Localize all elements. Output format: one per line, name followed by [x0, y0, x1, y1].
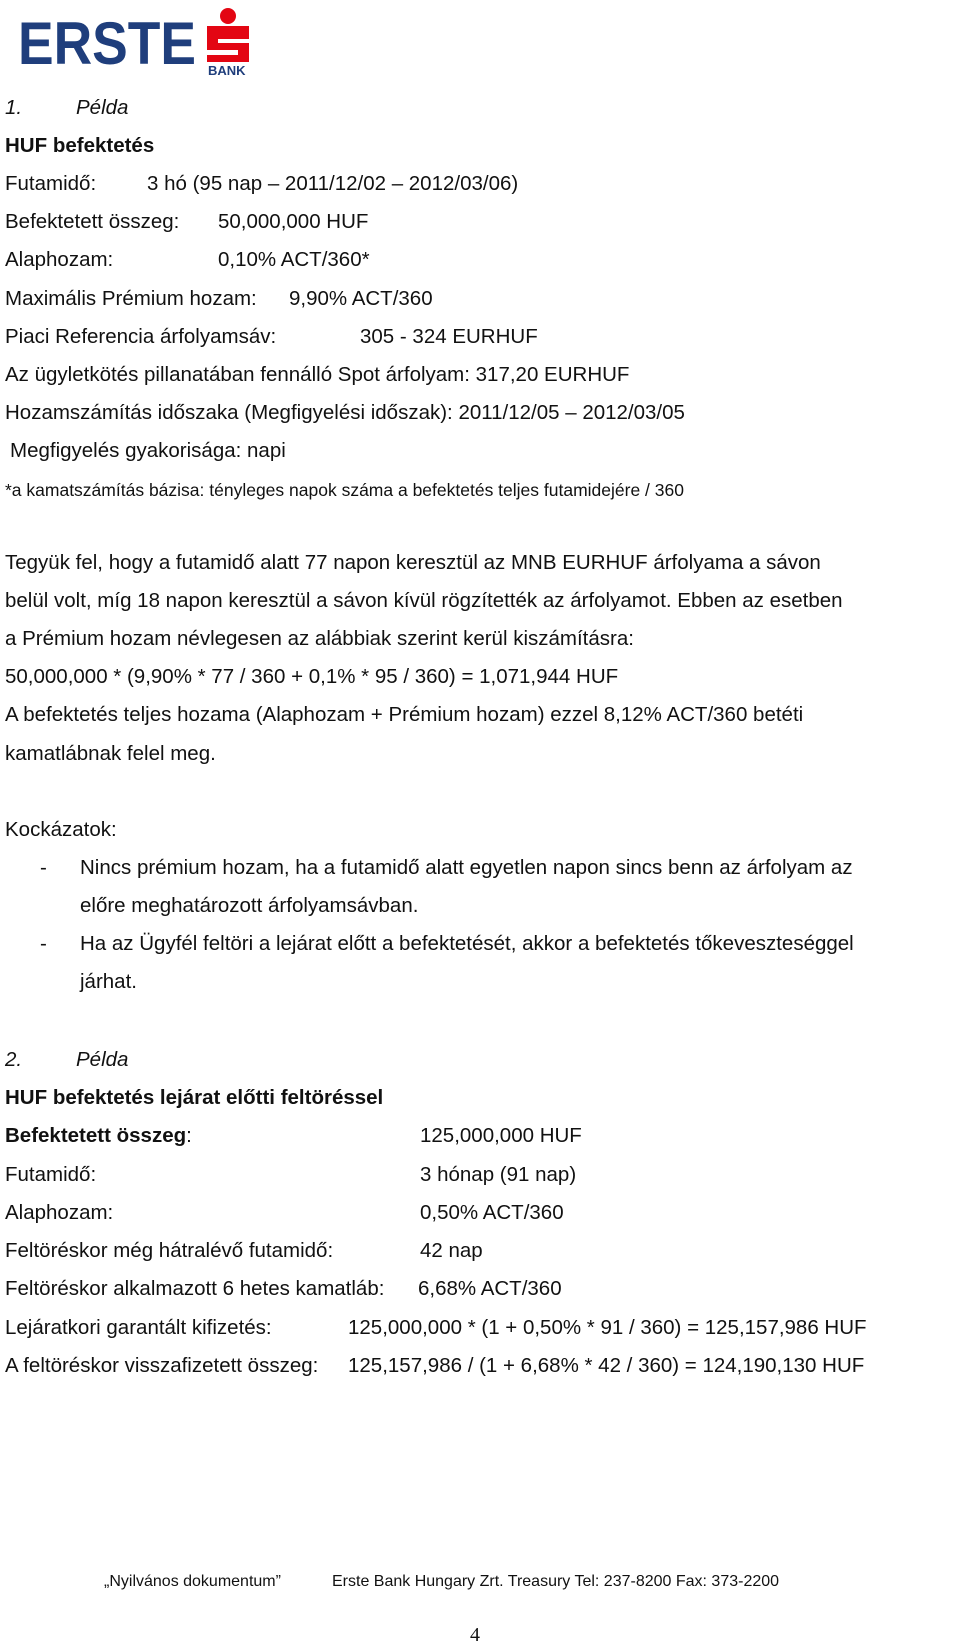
ex2-kamatlab-value: 6,68% ACT/360 [418, 1277, 562, 1300]
ex2-osszeg-colon: : [186, 1124, 192, 1147]
ex2-alaphozam-label: Alaphozam: [5, 1201, 114, 1224]
ex2-hatralevo-label: Feltöréskor még hátralévő futamidő: [5, 1239, 334, 1262]
ex1-para-line: Tegyük fel, hogy a futamidő alatt 77 napon keresztül az MNB EURHUF árfolyama a sávon [5, 551, 821, 574]
ex1-piaci-label: Piaci Referencia árfolyamsáv: [5, 325, 277, 348]
ex1-para-formula: 50,000,000 * (9,90% * 77 / 360 + 0,1% * 95 / 360) = 1,071,944 HUF [5, 665, 619, 688]
ex1-max-premium-value: 9,90% ACT/360 [289, 287, 433, 310]
ex1-alaphozam-label: Alaphozam: [5, 248, 114, 271]
bullet-dash: - [40, 932, 47, 955]
ex2-osszeg-label-row [5, 1124, 192, 1148]
ex1-osszeg-value: 50,000,000 HUF [218, 210, 369, 233]
ex1-max-premium-label: Maximális Prémium hozam: [5, 287, 257, 310]
ex2-futamido-value: 3 hónap (91 nap) [420, 1163, 577, 1186]
example2-title: HUF befektetés lejárat előtti feltöréssel [5, 1086, 384, 1109]
ex2-garantalt-value: 125,000,000 * (1 + 0,50% * 91 / 360) = 125,157,986 HUF [348, 1316, 867, 1339]
bullet-dash: - [40, 856, 47, 879]
ex1-risks-title: Kockázatok: [5, 818, 117, 841]
risk-text: előre meghatározott árfolyamsávban. [80, 894, 419, 917]
ex1-piaci-value: 305 - 324 EURHUF [360, 325, 538, 348]
ex1-footnote: *a kamatszámítás bázisa: tényleges napok száma a befektetés teljes futamidejére / 360 [5, 480, 684, 500]
ex1-para-line: A befektetés teljes hozama (Alaphozam + Prémium hozam) ezzel 8,12% ACT/360 betéti [5, 703, 804, 726]
example1-label: Példa [76, 96, 129, 119]
example1-title: HUF befektetés [5, 134, 155, 157]
ex1-megfigyeles: Megfigyelés gyakorisága: napi [10, 439, 286, 462]
ex2-alaphozam-value: 0,50% ACT/360 [420, 1201, 564, 1224]
ex2-visszafizetett-value: 125,157,986 / (1 + 6,68% * 42 / 360) = 124,190,130 HUF [348, 1354, 865, 1377]
risk-text: Ha az Ügyfél feltöri a lejárat előtt a befektetését, akkor a befektetés tőkeveszteséggel [80, 932, 854, 955]
risk-text: járhat. [80, 970, 137, 993]
example2-heading [5, 1048, 129, 1072]
risk-text: Nincs prémium hozam, ha a futamidő alatt egyetlen napon sincs benn az árfolyam az [80, 856, 853, 879]
logo-text: ERSTE [18, 10, 196, 76]
ex1-futamido-label: Futamidő: [5, 172, 97, 195]
page-number: 4 [470, 1624, 480, 1646]
ex1-para-line: kamatlábnak felel meg. [5, 742, 216, 765]
example1-number: 1. [5, 96, 23, 119]
erste-bank-logo [18, 8, 258, 76]
ex2-garantalt-label: Lejáratkori garantált kifizetés: [5, 1316, 272, 1339]
ex1-para-line: a Prémium hozam névlegesen az alábbiak szerint kerül kiszámításra: [5, 627, 634, 650]
ex1-para-line: belül volt, míg 18 napon keresztül a sávon kívül rögzítették az árfolyamot. Ebben az esetben [5, 589, 843, 612]
ex1-osszeg-label: Befektetett összeg: [5, 210, 180, 233]
footer-contact: Erste Bank Hungary Zrt. Treasury Tel: 237-8200 Fax: 373-2200 [332, 1573, 780, 1590]
ex2-kamatlab-label: Feltöréskor alkalmazott 6 hetes kamatláb: [5, 1277, 385, 1300]
example1-heading [5, 96, 129, 120]
ex1-hozamszamitas: Hozamszámítás időszaka (Megfigyelési időszak): 2011/12/05 – 2012/03/05 [5, 401, 685, 424]
sparkasse-s-icon [207, 8, 249, 62]
ex1-alaphozam-value: 0,10% ACT/360* [218, 248, 370, 271]
example2-label: Példa [76, 1048, 129, 1071]
example2-number: 2. [5, 1048, 23, 1071]
ex2-osszeg-value: 125,000,000 HUF [420, 1124, 582, 1147]
footer-public-document: „Nyilvános dokumentum” [104, 1573, 281, 1590]
ex2-osszeg-label: Befektetett összeg [5, 1124, 187, 1147]
ex2-hatralevo-value: 42 nap [420, 1239, 483, 1262]
logo-sub: BANK [208, 63, 246, 76]
ex2-futamido-label: Futamidő: [5, 1163, 97, 1186]
ex2-visszafizetett-label: A feltöréskor visszafizetett összeg: [5, 1354, 319, 1377]
ex1-spot: Az ügyletkötés pillanatában fennálló Spot árfolyam: 317,20 EURHUF [5, 363, 630, 386]
ex1-futamido-value: 3 hó (95 nap – 2011/12/02 – 2012/03/06) [147, 172, 519, 195]
